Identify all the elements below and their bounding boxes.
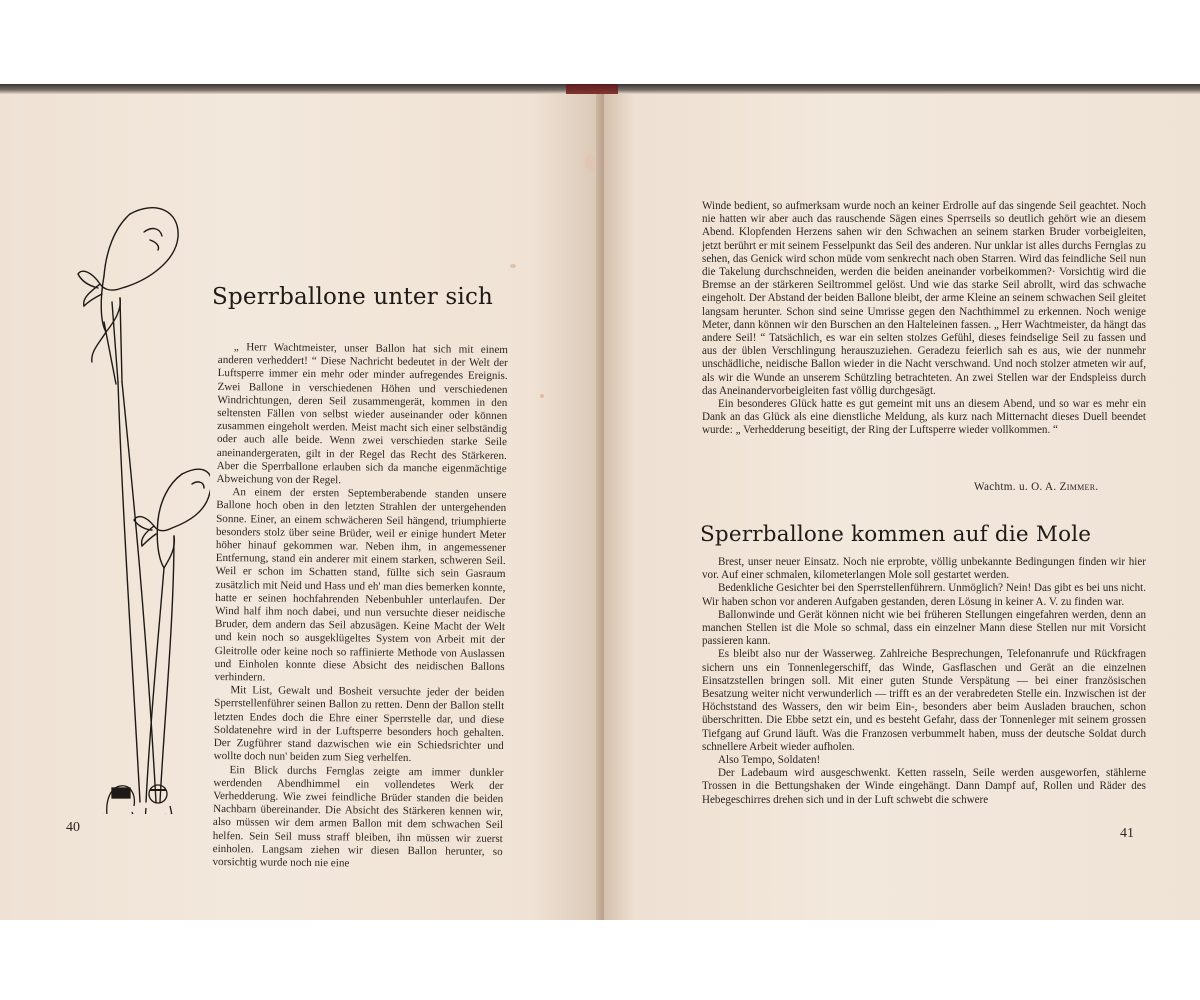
signature-prefix: Wachtm. u. O. A.: [974, 481, 1057, 493]
left-page: [0, 94, 604, 920]
paragraph: Mit List, Gewalt und Bosheit versuchte jeder der beiden Sperrstellenführer seinen Ballon zu retten. Denn der Ballon stellt letzten Endes doch die Ehre einer Sperrstelle dar, und diese Soldatenehre wird in der Luftsperre besonders hoch gehalten. Der Zugführer stand dazwischen wie ein Schiedsrichter und wollte doch nun' beiden zum Sieg verhelfen.: [213, 684, 505, 765]
chapter-title: Sperrballone kommen auf die Mole: [700, 522, 1092, 547]
balloon-illustration: [60, 202, 210, 814]
signature-name: Zimmer.: [1059, 481, 1099, 493]
paragraph: An einem der ersten Septemberabende standen unsere Ballone hoch oben in den letzten Strahlen der untergehenden Sonne. Einer, an einem schwächeren Seil hängend, triumphierte besonders stolz über seine Brüder, weil er einige hundert Meter höher hinauf gekommen war. Neben ihm, in angemessener Entfernung, stand ein anderer mit einem starken, schweren Seil. Weil er schon im Schatten stand, füllte sich sein Gasraum zusätzlich mit Neid und Hass und eh' man dies bemerken konnte, hatte er seinen hochfahrenden Nebenbuhler unterlaufen. Der Wind half ihm noch dabei, und nun versuchte dieser neidische Bruder, dem andern das Seil abzusägen. Keine Macht der Welt und kein noch so ausgeklügeltes System von Arbeit mit der Gleitrolle oder keine noch so raffinierte Methode von Auslassen und Einholen konnte diese Absicht des neidischen Ballons verhindern.: [214, 486, 507, 684]
author-signature: [974, 481, 1098, 493]
right-body-text-bottom: [702, 556, 1146, 807]
paragraph: Ballonwinde und Gerät können nicht wie bei früheren Stellungen eingefahren werden, denn an manchen Stellen ist die Mole so schmal, dass ein einzelner Mann diese Stellen nur mit Vorsicht passieren kann.: [702, 608, 1146, 648]
paragraph: Der Ladebaum wird ausgeschwenkt. Ketten rasseln, Seile werden ausgeworfen, stählerne Trossen in die Bettungshaken der Winde eingehängt. Dann Dampf auf, Rollen und Räder des Hebegeschirres drehen sich und in der Luft schwebt die schwere: [702, 767, 1146, 806]
left-body-text: [212, 341, 508, 872]
paragraph: Es bleibt also nur der Wasserweg. Zahlreiche Besprechungen, Telefonanrufe und Rückfragen sichern uns ein Tonnenlegerschiff, das Winde, Gasflaschen und Gerät an die einzelnen Einsatzstellen bringen soll. Mit einer guten Stunde Verspätung — bei einer französischen Besatzung weiter nicht verwunderlich — trifft es an der verabredeten Stelle ein. Inzwischen ist der Höchststand des Wassers, den wir beim Ein-, besonders aber beim Ausladen brauchen, schon überschritten. Die Ebbe setzt ein, und es besteht Gefahr, dass der Tonnenleger mit seinem grossen Tiefgang auf Grund läuft. Was die Franzosen verbummelt haben, muss der deutsche Soldat durch schnellere Arbeit wieder aufholen.: [702, 648, 1146, 753]
right-body-text-top: [702, 200, 1146, 438]
paragraph: Winde bedient, so aufmerksam wurde noch an keiner Erdrolle auf das singende Seil geachtet. Noch nie hatten wir aber auch das rauschende Sägen eines Sperrseils so deutlich gehört wie an diesem Abend. Klopfenden Herzens sahen wir den Schwachen an seinem starken Bruder vorbeigleiten, jetzt berührt er mit seinem Fesselpunkt das Seil des anderen. Nur unklar ist alles durchs Fernglas zu sehen, das Genick wird schon müde vom senkrecht nach oben Starren. Wird das feindliche Seil nun die Takelung durchschneiden, werden die beiden aneinander vorbeikommen?· Vorsichtig wird die Bremse an der stärkeren Seiltrommel gelöst. Und wie das starke Seil abrollt, wird das schwache eingeholt. Der Abstand der beiden Ballone bleibt, der arme Kleine an seinem schwachen Seil gleitet langsam herunter. Schon sind seine Umrisse gegen den Nachthimmel zu erkennen. Noch wenige Meter, dann können wir den Burschen an den Halteleinen fassen. „ Herr Wachtmeister, da hängt das andere Seil! “ Tatsächlich, es war ein selten stolzes Gefühl, dieses feindselige Seil zu fassen und aus der üblen Verschlingung herauszuziehen. Geradezu feierlich sah es aus, wie der nunmehr unschädliche, neidische Ballon wieder in die Nacht verschwand. Und noch stolzer atmeten wir auf, als wir die Wunde an unserem Schützling betrachteten. An zwei Stellen war der Endspleiss durch das Aneinandervorbeigleiten fast völlig durchgesägt.: [702, 200, 1146, 397]
book-spread: [0, 84, 1200, 920]
page-number: 41: [1120, 826, 1134, 841]
stain: [540, 394, 544, 398]
paragraph: Brest, unser neuer Einsatz. Noch nie erprobte, völlig unbekannte Bedingungen finden wir hier vor. Auf einer schmalen, kilometerlangen Mole soll gestartet werden.: [702, 556, 1146, 582]
page-number: 40: [66, 820, 80, 835]
stain: [510, 264, 516, 268]
paragraph: Bedenkliche Gesichter bei den Sperrstellenführern. Unmöglich? Nein! Das gibt es bei uns nicht. Wir haben schon vor anderen Aufgaben gestanden, deren Lösung in keiner A. V. zu finden war.: [702, 582, 1146, 608]
book-top-edge: [0, 84, 1200, 94]
right-page: [604, 94, 1200, 920]
paragraph: Ein besonderes Glück hatte es gut gemeint mit uns an diesem Abend, und so war es mehr ein Dank an das Glück als eine dienstliche Meldung, als kurz nach Mitternacht dieses Duell beendet wurde: „ Verhedderung beseitigt, der Ring der Luftsperre wieder vollkommen. “: [702, 398, 1146, 437]
paragraph: Also Tempo, Soldaten!: [718, 754, 821, 767]
paragraph: Ein Blick durchs Fernglas zeigte am immer dunkler werdenden Abendhimmel ein vollendetes Werk der Verhedderung. Wie zwei feindliche Brüder standen die beiden Nachbarn übereinander. Die Absicht des Stärkeren kennen wir, also müssen wir dem armen Ballon mit dem schwachen Seil helfen. Sein Seil muss straff bleiben, ihn müssen wir zuerst einholen. Langsam ziehen wir diesen Ballon herunter, so vorsichtig wurde noch nie eine: [212, 763, 504, 870]
paragraph: „ Herr Wachtmeister, unser Ballon hat sich mit einem anderen verheddert! “ Diese Nachricht bedeutet in der Welt der Luftsperre immer ein mehr oder minder aufregendes Ereignis. Zwei Ballone in verschiedenen Höhen und verschiedenen Windrichtungen, deren Seil zusammengerät, kommen in den seltensten Fällen von selbst wieder auseinander oder können zusammen eingeholt werden. Meist macht sich einer selbständig oder auch alle beide. Wenn zwei verschieden starke Seile aneinandergeraten, gilt in der Regel das Recht des Stärkeren. Aber die Sperrballone erlauben sich da manche eigenmächtige Abweichung von der Regel.: [216, 341, 508, 487]
chapter-title: Sperrballone unter sich: [212, 284, 494, 310]
